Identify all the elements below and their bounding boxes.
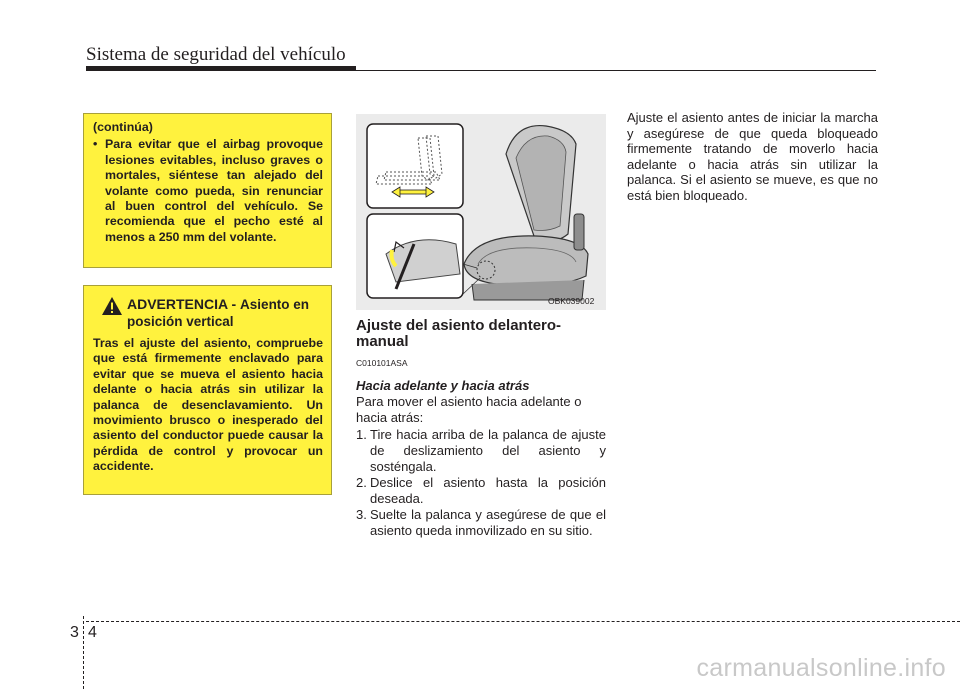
airbag-caution-box [83, 113, 332, 268]
intro-paragraph: Para mover el asiento hacia adelante o hacia atrás: [356, 394, 582, 425]
seat-adjustment-section [356, 318, 606, 540]
page-number: 4 [88, 624, 97, 641]
page-header-title: Sistema de seguridad del vehículo [86, 44, 346, 65]
section-code: C010101ASA [356, 358, 408, 368]
figure-caption: OBK039002 [548, 296, 595, 306]
footer-horizontal-rule [86, 621, 960, 623]
warning-title-sub: Asiento en posición vertical [127, 297, 310, 329]
warning-header [93, 296, 323, 330]
right-paragraph: Ajuste el asiento antes de iniciar la marcha y asegúrese de que queda bloqueado firmemente tratando de moverlo hacia adelante o hacia atrás sin utilizar la palanca. Si el asiento se mueve, es que no está bien bloqueado. [627, 110, 878, 203]
warning-title [127, 296, 323, 330]
step-text: Tire hacia arriba de la palanca de ajuste de deslizamiento del asiento y sosténgala. [370, 427, 606, 474]
warning-triangle-icon [101, 296, 123, 316]
list-item [356, 475, 606, 506]
list-item [356, 507, 606, 538]
chapter-number: 3 [70, 624, 79, 641]
subheading: Hacia adelante y hacia atrás [356, 377, 530, 393]
step-number: 3. [356, 507, 367, 523]
section-title: Ajuste del asiento delantero-manual [356, 317, 562, 350]
header-rule-thin [86, 70, 876, 71]
watermark: carmanualsonline.info [696, 654, 946, 682]
seat-adjustment-figure [356, 114, 606, 310]
warning-title-main: ADVERTENCIA - [127, 296, 237, 312]
seat-illustration [356, 114, 606, 310]
warning-box [83, 285, 332, 495]
footer-vertical-rule [83, 616, 85, 689]
bullet-text: Para evitar que el airbag provoque lesiones evitables, incluso graves o mortales, siéntese tan alejado del volante como pueda, sin renunciar al buen control del vehículo. Se recomienda que el pecho esté al menos a 250 mm del volante. [105, 137, 323, 244]
continued-label: (continúa) [93, 120, 153, 134]
step-number: 1. [356, 427, 367, 443]
bullet-dot-icon: • [93, 137, 98, 152]
step-text: Suelte la palanca y asegúrese de que el asiento queda inmovilizado en su sitio. [370, 507, 606, 538]
step-text: Deslice el asiento hasta la posición deseada. [370, 475, 606, 506]
bullet-item [93, 137, 323, 245]
list-item [356, 427, 606, 474]
step-number: 2. [356, 475, 367, 491]
warning-body: Tras el ajuste del asiento, compruebe que está firmemente enclavado para evitar que se mueva el asiento hacia delante o hacia atrás sin utilizar la palanca de desenclavamiento. Un movimiento brusco o inesperado del asiento del conductor puede causar la pérdida de control y provocar un accidente. [93, 336, 323, 474]
